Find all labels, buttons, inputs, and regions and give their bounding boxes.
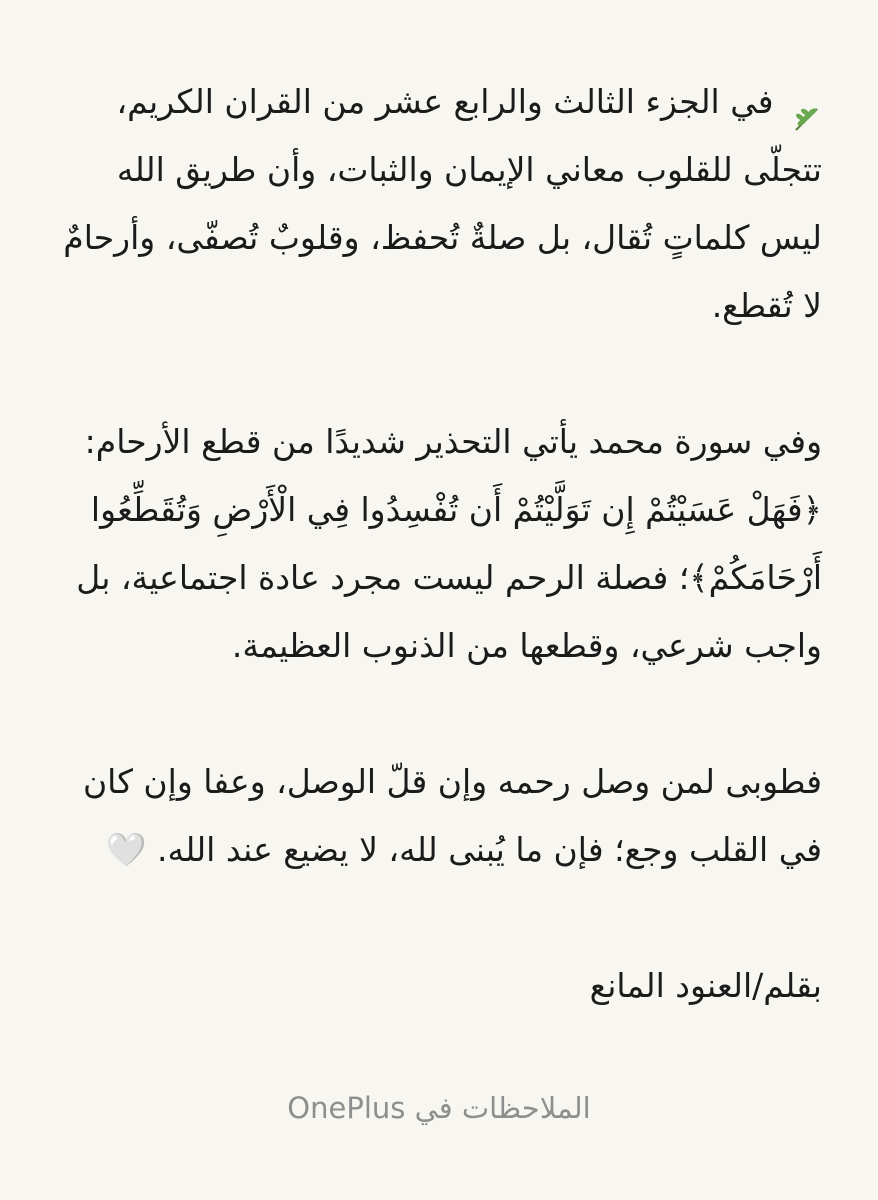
note-content: [62, 68, 822, 1020]
note-paragraph-1-text: في الجزء الثالث والرابع عشر من القران الكريم، تتجلّى للقلوب معاني الإيمان والثبات، وأن طريق الله ليس كلماتٍ تُقال، بل صلةٌ تُحفظ، وقلوبٌ تُصفّى، وأرحامٌ لا تُقطع.: [63, 82, 822, 325]
note-paragraph-1: [62, 68, 822, 340]
paragraph-spacer: [62, 884, 822, 952]
herb-leaf-icon: [792, 89, 822, 119]
paragraph-spacer: [62, 340, 822, 408]
note-paragraph-3: فطوبى لمن وصل رحمه وإن قلّ الوصل، وعفا وإن كان في القلب وجع؛ فإن ما يُبنى لله، لا يضيع عند الله. 🤍: [82, 762, 822, 869]
note-paragraph-2: وفي سورة محمد يأتي التحذير شديدًا من قطع الأرحام: ﴿فَهَلْ عَسَيْتُمْ إِن تَوَلَّيْتُمْ أَن تُفْسِدُوا فِي الْأَرْضِ وَتُقَطِّعُوا أَرْحَامَكُمْ﴾؛ فصلة الرحم ليست مجرد عادة اجتماعية، بل واجب شرعي، وقطعها من الذنوب العظيمة.: [76, 422, 822, 665]
paragraph-spacer: [62, 680, 822, 748]
author-signature: بقلم/العنود المانع: [589, 966, 822, 1005]
app-footer-label: الملاحظات في OnePlus: [287, 1091, 591, 1125]
